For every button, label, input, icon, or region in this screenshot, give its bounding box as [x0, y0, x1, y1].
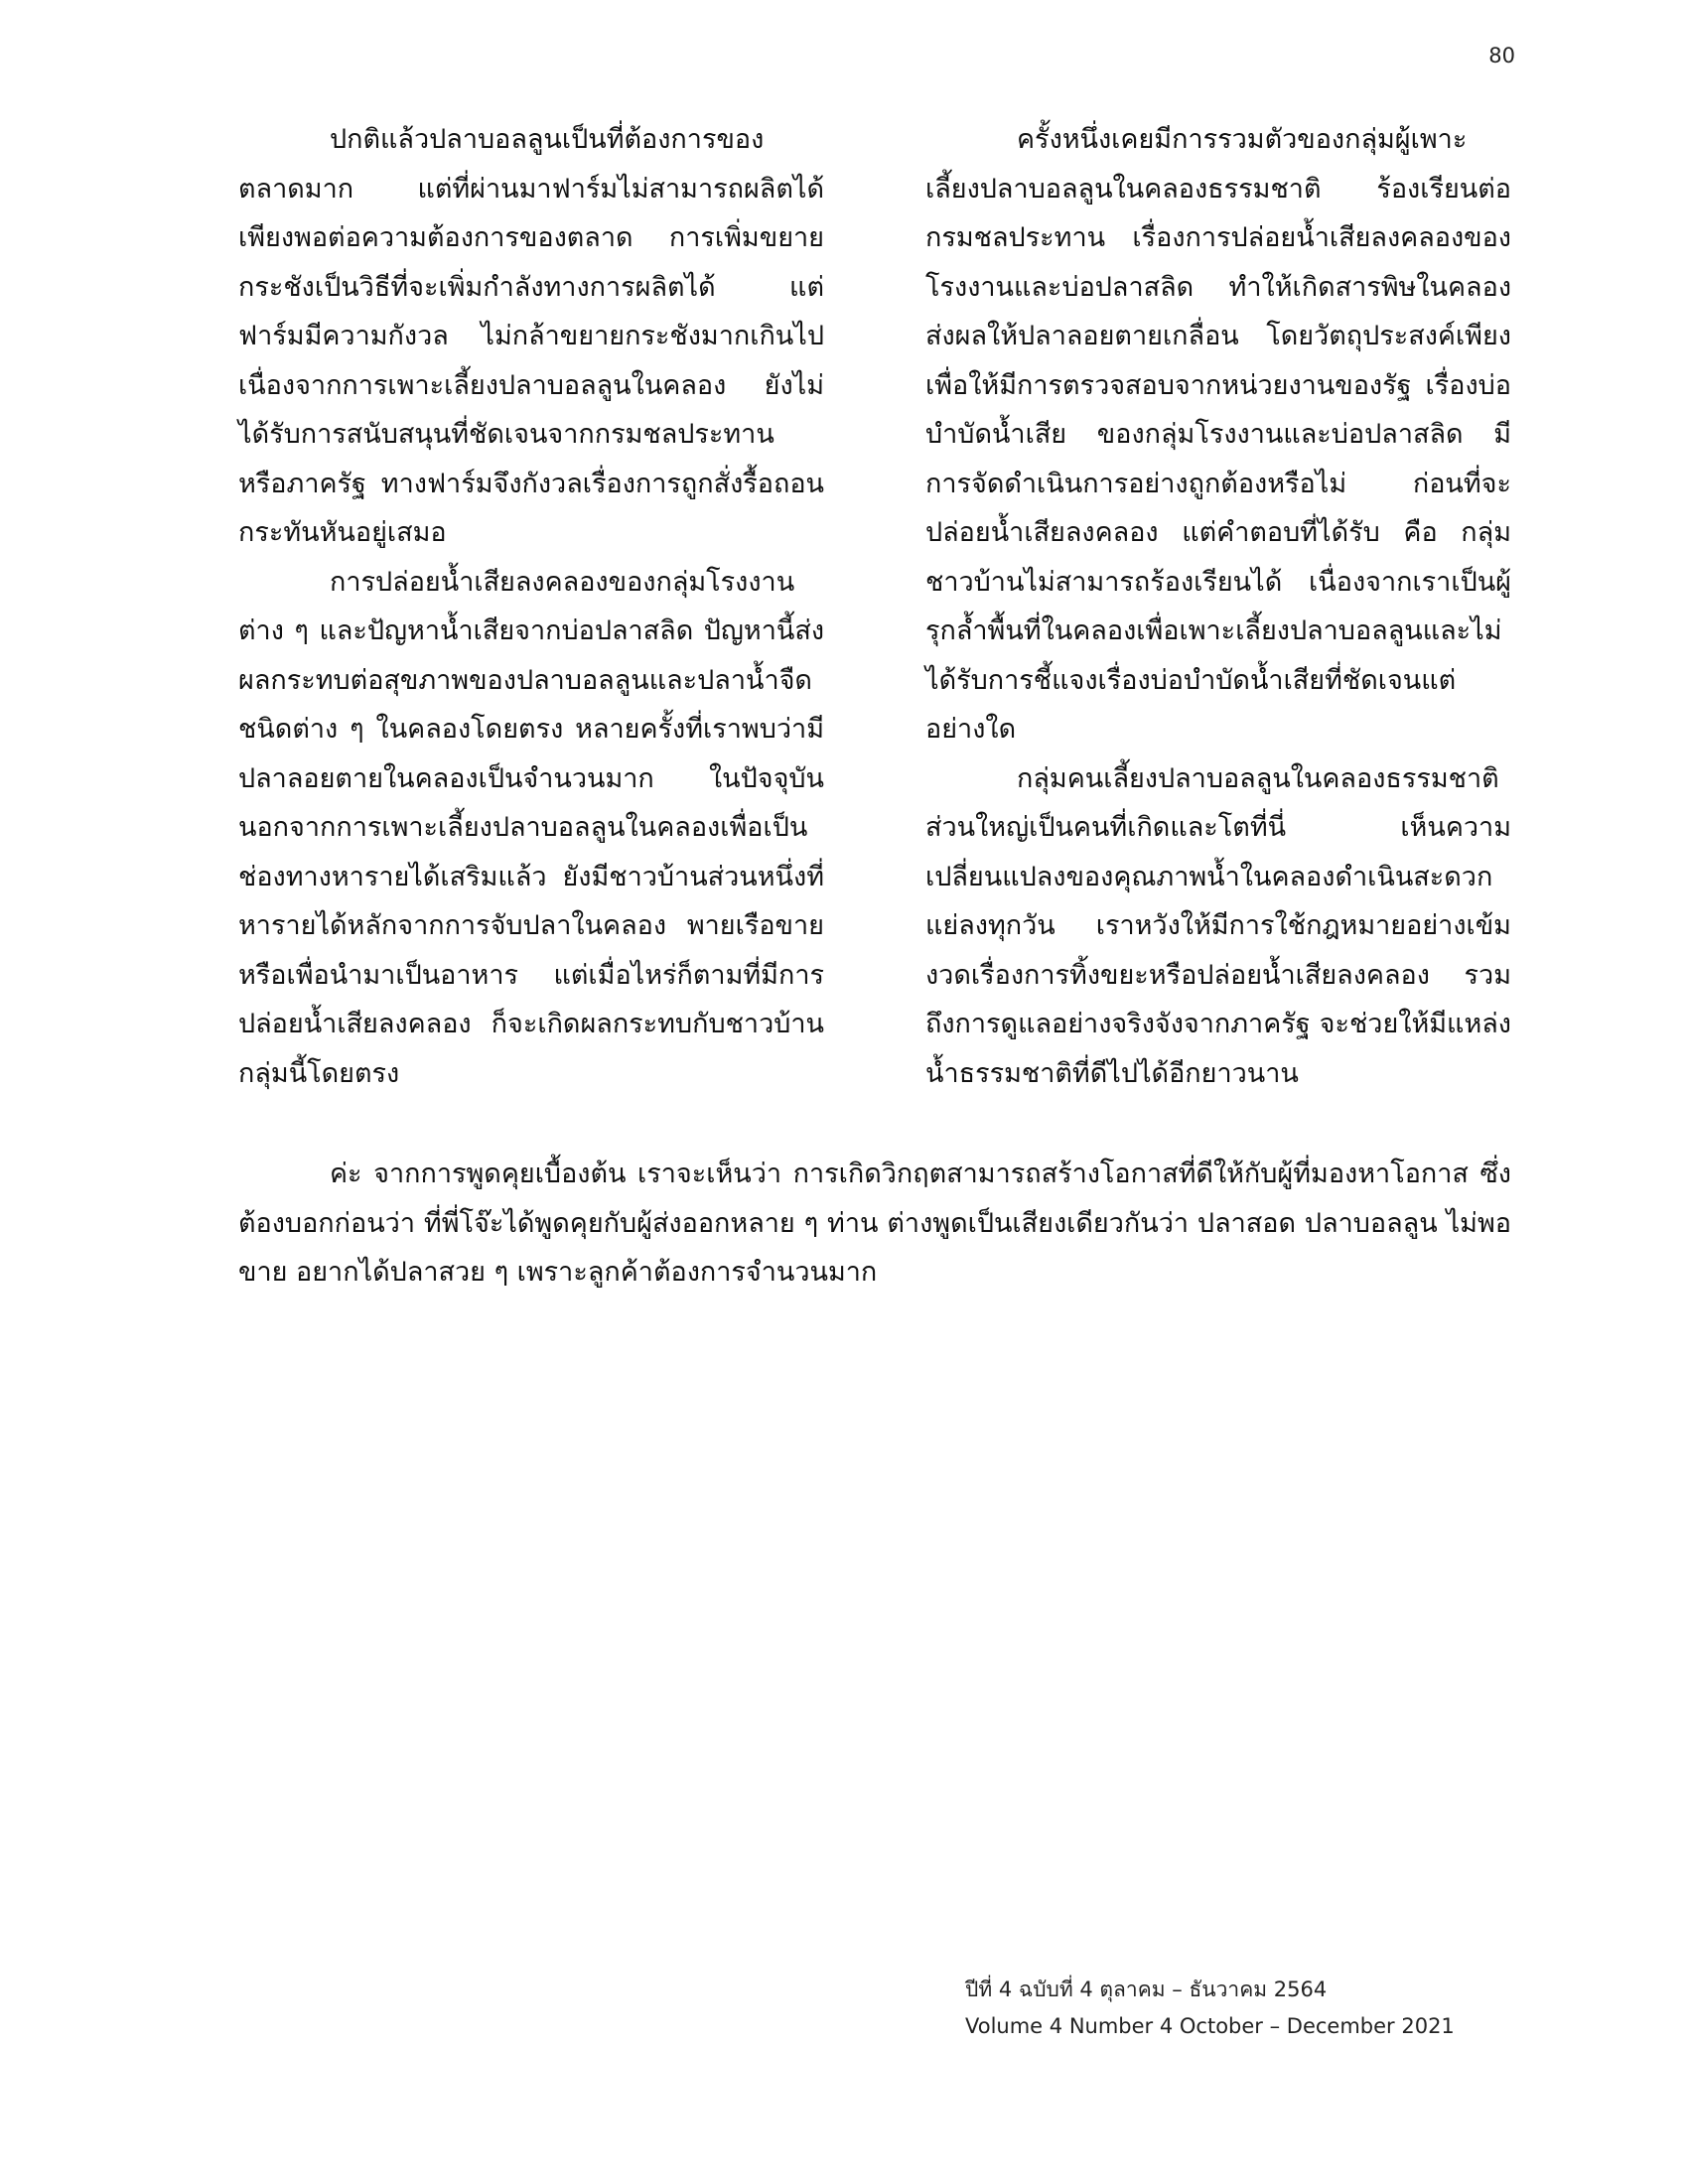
footer-thai: ปีที่ 4 ฉบับที่ 4 ตุลาคม – ธันวาคม 2564	[965, 1978, 1328, 2001]
footer-english: Volume 4 Number 4 October – December 2021	[965, 2014, 1455, 2038]
left-paragraph-1: ปกติแล้วปลาบอลลูนเป็นที่ต้องการของตลาดมาก แต่ที่ผ่านมาฟาร์มไม่สามารถผลิตได้เพียงพอต่อความต้องการของตลาด การเพิ่มขยายกระชังเป็นวิธีที่จะเพิ่มกำลังทางการผลิตได้ แต่ฟาร์มมีความกังวล ไม่กล้าขยายกระชังมากเกินไป เนื่องจากการเพาะเลี้ยงปลาบอลลูนในคลอง ยังไม่ได้รับการสนับสนุนที่ชัดเจนจากกรมชลประทาน หรือภาครัฐ ทางฟาร์มจึงกังวลเรื่องการถูกสั่งรื้อถอนกระทันหันอยู่เสมอ	[238, 124, 824, 548]
left-column	[238, 115, 824, 1098]
two-column-body	[238, 115, 1511, 1108]
right-paragraph-1: ครั้งหนึ่งเคยมีการรวมตัวของกลุ่มผู้เพาะเลี้ยงปลาบอลลูนในคลองธรรมชาติ ร้องเรียนต่อกรมชลประทาน เรื่องการปล่อยน้ำเสียลงคลองของโรงงานและบ่อปลาสลิด ทำให้เกิดสารพิษในคลอง ส่งผลให้ปลาลอยตายเกลื่อน โดยวัตถุประสงค์เพียงเพื่อให้มีการตรวจสอบจากหน่วยงานของรัฐ เรื่องบ่อบำบัดน้ำเสีย ของกลุ่มโรงงานและบ่อปลาสลิด มีการจัดดำเนินการอย่างถูกต้องหรือไม่ ก่อนที่จะปล่อยน้ำเสียลงคลอง แต่คำตอบที่ได้รับ คือ กลุ่มชาวบ้านไม่สามารถร้องเรียนได้ เนื่องจากเราเป็นผู้รุกล้ำพื้นที่ในคลองเพื่อเพาะเลี้ยงปลาบอลลูนและไม่ได้รับการชี้แจงเรื่องบ่อบำบัดน้ำเสียที่ชัดเจนแต่อย่างใด	[925, 124, 1511, 745]
right-paragraph-2: กลุ่มคนเลี้ยงปลาบอลลูนในคลองธรรมชาติ ส่วนใหญ่เป็นคนที่เกิดและโตที่นี่ เห็นความเปลี่ยนแปลงของคุณภาพน้ำในคลองดำเนินสะดวกแย่ลงทุกวัน เราหวังให้มีการใช้กฎหมายอย่างเข้มงวดเรื่องการทิ้งขยะหรือปล่อยน้ำเสียลงคลอง รวมถึงการดูแลอย่างจริงจังจากภาครัฐ จะช่วยให้มีแหล่งน้ำธรรมชาติที่ดีไปได้อีกยาวนาน	[925, 762, 1511, 1089]
issue-footer	[965, 1972, 1455, 2045]
closing-section	[238, 1150, 1511, 1297]
page-number: 80	[1488, 44, 1515, 68]
left-paragraph-2: การปล่อยน้ำเสียลงคลองของกลุ่มโรงงานต่าง ๆ และปัญหาน้ำเสียจากบ่อปลาสลิด ปัญหานี้ส่งผลกระทบต่อสุขภาพของปลาบอลลูนและปลาน้ำจืดชนิดต่าง ๆ ในคลองโดยตรง หลายครั้งที่เราพบว่ามีปลาลอยตายในคลองเป็นจำนวนมาก ในปัจจุบันนอกจากการเพาะเลี้ยงปลาบอลลูนในคลองเพื่อเป็นช่องทางหารายได้เสริมแล้ว ยังมีชาวบ้านส่วนหนึ่งที่หารายได้หลักจากการจับปลาในคลอง พายเรือขาย หรือเพื่อนำมาเป็นอาหาร แต่เมื่อไหร่ก็ตามที่มีการปล่อยน้ำเสียลงคลอง ก็จะเกิดผลกระทบกับชาวบ้านกลุ่มนี้โดยตรง	[238, 566, 824, 1089]
closing-paragraph: ค่ะ จากการพูดคุยเบื้องต้น เราจะเห็นว่า การเกิดวิกฤตสามารถสร้างโอกาสที่ดีให้กับผู้ที่มองหาโอกาส ซึ่งต้องบอกก่อนว่า ที่พี่โจ๊ะได้พูดคุยกับผู้ส่งออกหลาย ๆ ท่าน ต่างพูดเป็นเสียงเดียวกันว่า ปลาสอด ปลาบอลลูน ไม่พอขาย อยากได้ปลาสวย ๆ เพราะลูกค้าต้องการจำนวนมาก	[238, 1159, 1511, 1288]
right-column	[925, 115, 1511, 1098]
